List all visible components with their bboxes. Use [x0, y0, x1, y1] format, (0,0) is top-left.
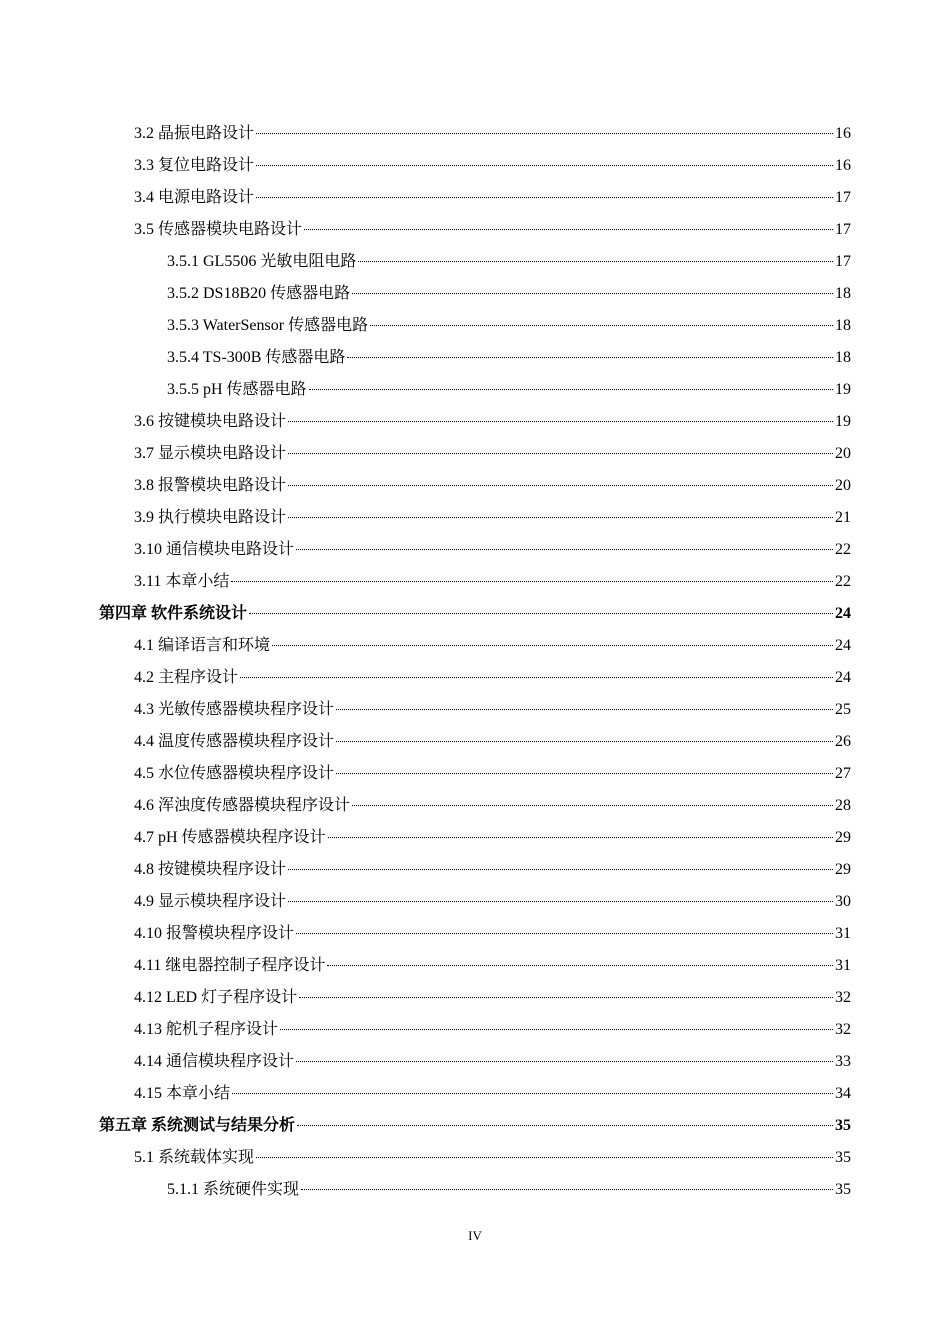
- toc-entry[interactable]: [99, 694, 851, 726]
- table-of-contents: [99, 118, 851, 1206]
- dot-leader: [336, 709, 833, 710]
- dot-leader: [327, 965, 833, 966]
- toc-entry[interactable]: [99, 278, 851, 310]
- dot-leader: [288, 517, 833, 518]
- dot-leader: [352, 805, 833, 806]
- toc-entry-title: 4.6 浑浊度传感器模块程序设计: [134, 797, 351, 814]
- toc-entry-title: 4.14 通信模块程序设计: [134, 1053, 295, 1070]
- dot-leader: [296, 933, 833, 934]
- dot-leader: [358, 261, 833, 262]
- toc-entry-page: 25: [835, 701, 851, 718]
- toc-entry-page: 24: [835, 605, 851, 622]
- toc-entry[interactable]: [99, 150, 851, 182]
- toc-entry-page: 17: [835, 221, 851, 238]
- toc-entry-title: 3.5 传感器模块电路设计: [134, 221, 303, 238]
- toc-entry[interactable]: [99, 1046, 851, 1078]
- toc-entry-page: 31: [835, 957, 851, 974]
- toc-entry[interactable]: [99, 1174, 851, 1206]
- toc-entry[interactable]: [99, 950, 851, 982]
- toc-entry-page: 18: [835, 349, 851, 366]
- toc-entry-page: 35: [835, 1181, 851, 1198]
- toc-entry-title: 3.9 执行模块电路设计: [134, 509, 287, 526]
- dot-leader: [301, 1189, 833, 1190]
- toc-entry-title: 3.5.1 GL5506 光敏电阻电路: [167, 253, 357, 270]
- toc-entry-page: 20: [835, 477, 851, 494]
- dot-leader: [249, 613, 833, 614]
- dot-leader: [288, 453, 833, 454]
- toc-entry-page: 33: [835, 1053, 851, 1070]
- toc-entry-title: 第五章 系统测试与结果分析: [99, 1117, 296, 1134]
- toc-entry-page: 35: [835, 1117, 851, 1134]
- toc-entry[interactable]: [99, 534, 851, 566]
- toc-entry-page: 19: [835, 381, 851, 398]
- toc-entry-page: 35: [835, 1149, 851, 1166]
- dot-leader: [256, 133, 833, 134]
- toc-entry-title: 第四章 软件系统设计: [99, 605, 248, 622]
- dot-leader: [288, 901, 833, 902]
- toc-entry[interactable]: [99, 758, 851, 790]
- dot-leader: [328, 837, 833, 838]
- dot-leader: [299, 997, 833, 998]
- toc-entry-page: 16: [835, 157, 851, 174]
- toc-entry-title: 4.15 本章小结: [134, 1085, 231, 1102]
- toc-entry[interactable]: [99, 822, 851, 854]
- toc-entry-title: 3.3 复位电路设计: [134, 157, 255, 174]
- toc-chapter-entry[interactable]: [99, 1110, 851, 1142]
- dot-leader: [232, 1093, 833, 1094]
- toc-entry-title: 3.5.2 DS18B20 传感器电路: [167, 285, 351, 302]
- toc-entry-title: 4.13 舵机子程序设计: [134, 1021, 279, 1038]
- toc-entry-title: 4.1 编译语言和环境: [134, 637, 271, 654]
- toc-entry[interactable]: [99, 374, 851, 406]
- dot-leader: [280, 1029, 833, 1030]
- toc-entry-page: 18: [835, 317, 851, 334]
- dot-leader: [240, 677, 833, 678]
- toc-entry[interactable]: [99, 566, 851, 598]
- toc-entry-title: 3.11 本章小结: [134, 573, 230, 590]
- dot-leader: [272, 645, 833, 646]
- toc-entry[interactable]: [99, 982, 851, 1014]
- toc-entry[interactable]: [99, 1014, 851, 1046]
- dot-leader: [288, 485, 833, 486]
- toc-entry-title: 5.1.1 系统硬件实现: [167, 1181, 300, 1198]
- toc-entry-page: 32: [835, 1021, 851, 1038]
- toc-entry-page: 24: [835, 669, 851, 686]
- toc-entry-title: 3.5.5 pH 传感器电路: [167, 381, 307, 398]
- toc-entry-page: 26: [835, 733, 851, 750]
- toc-entry-title: 3.10 通信模块电路设计: [134, 541, 295, 558]
- toc-entry-page: 29: [835, 829, 851, 846]
- dot-leader: [304, 229, 833, 230]
- toc-entry[interactable]: [99, 1142, 851, 1174]
- dot-leader: [256, 1157, 833, 1158]
- toc-entry-page: 24: [835, 637, 851, 654]
- toc-entry-title: 4.12 LED 灯子程序设计: [134, 989, 298, 1006]
- dot-leader: [296, 1061, 833, 1062]
- toc-entry-page: 17: [835, 253, 851, 270]
- toc-entry-title: 4.5 水位传感器模块程序设计: [134, 765, 335, 782]
- toc-entry-title: 4.10 报警模块程序设计: [134, 925, 295, 942]
- dot-leader: [336, 741, 833, 742]
- dot-leader: [309, 389, 833, 390]
- toc-entry-page: 28: [835, 797, 851, 814]
- toc-entry-page: 21: [835, 509, 851, 526]
- toc-entry[interactable]: [99, 310, 851, 342]
- toc-entry[interactable]: [99, 630, 851, 662]
- toc-entry-page: 31: [835, 925, 851, 942]
- toc-entry-title: 3.5.3 WaterSensor 传感器电路: [167, 317, 369, 334]
- dot-leader: [347, 357, 833, 358]
- toc-entry[interactable]: [99, 438, 851, 470]
- toc-entry[interactable]: [99, 886, 851, 918]
- dot-leader: [370, 325, 833, 326]
- toc-entry-page: 18: [835, 285, 851, 302]
- toc-entry-title: 3.5.4 TS-300B 传感器电路: [167, 349, 346, 366]
- toc-entry[interactable]: [99, 406, 851, 438]
- toc-entry[interactable]: [99, 342, 851, 374]
- toc-entry[interactable]: [99, 726, 851, 758]
- dot-leader: [288, 869, 833, 870]
- toc-entry-page: 17: [835, 189, 851, 206]
- dot-leader: [297, 1125, 833, 1126]
- dot-leader: [288, 421, 833, 422]
- toc-entry[interactable]: [99, 470, 851, 502]
- toc-entry[interactable]: [99, 918, 851, 950]
- toc-entry-title: 4.4 温度传感器模块程序设计: [134, 733, 335, 750]
- toc-entry-page: 30: [835, 893, 851, 910]
- toc-entry-page: 34: [835, 1085, 851, 1102]
- toc-entry-page: 27: [835, 765, 851, 782]
- page-number: IV: [468, 1228, 482, 1243]
- toc-entry-title: 3.6 按键模块电路设计: [134, 413, 287, 430]
- toc-entry-title: 4.7 pH 传感器模块程序设计: [134, 829, 326, 846]
- toc-entry[interactable]: [99, 1078, 851, 1110]
- toc-entry-title: 3.8 报警模块电路设计: [134, 477, 287, 494]
- toc-entry-page: 16: [835, 125, 851, 142]
- toc-entry-title: 5.1 系统载体实现: [134, 1149, 255, 1166]
- toc-entry-page: 22: [835, 573, 851, 590]
- toc-entry-title: 4.9 显示模块程序设计: [134, 893, 287, 910]
- dot-leader: [256, 197, 833, 198]
- toc-entry-title: 4.2 主程序设计: [134, 669, 239, 686]
- toc-entry[interactable]: [99, 214, 851, 246]
- toc-entry[interactable]: [99, 118, 851, 150]
- toc-entry-page: 29: [835, 861, 851, 878]
- toc-entry-title: 4.8 按键模块程序设计: [134, 861, 287, 878]
- dot-leader: [296, 549, 833, 550]
- dot-leader: [352, 293, 833, 294]
- toc-entry-title: 3.7 显示模块电路设计: [134, 445, 287, 462]
- toc-entry-title: 3.4 电源电路设计: [134, 189, 255, 206]
- toc-entry-page: 32: [835, 989, 851, 1006]
- dot-leader: [256, 165, 833, 166]
- toc-entry[interactable]: [99, 246, 851, 278]
- toc-entry[interactable]: [99, 854, 851, 886]
- toc-entry-page: 20: [835, 445, 851, 462]
- dot-leader: [231, 581, 833, 582]
- toc-chapter-entry[interactable]: [99, 598, 851, 630]
- toc-entry-page: 19: [835, 413, 851, 430]
- toc-entry-title: 3.2 晶振电路设计: [134, 125, 255, 142]
- toc-entry-title: 4.11 继电器控制子程序设计: [134, 957, 326, 974]
- dot-leader: [336, 773, 833, 774]
- toc-entry[interactable]: [99, 790, 851, 822]
- toc-entry[interactable]: [99, 182, 851, 214]
- toc-entry-title: 4.3 光敏传感器模块程序设计: [134, 701, 335, 718]
- toc-entry[interactable]: [99, 662, 851, 694]
- toc-entry[interactable]: [99, 502, 851, 534]
- toc-entry-page: 22: [835, 541, 851, 558]
